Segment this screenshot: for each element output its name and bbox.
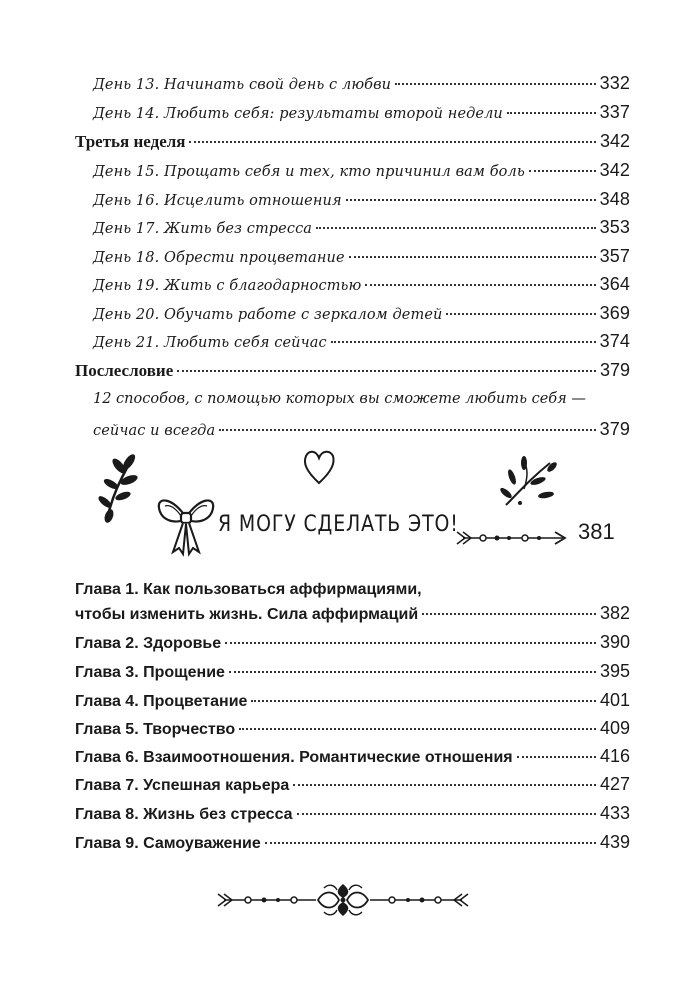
chapter-1-line1: Глава 1. Как пользоваться аффирмациями, [75,581,422,598]
toc-entry-chapter-9 [75,830,630,856]
leader-dots [349,255,596,258]
toc-entry-label: чтобы изменить жизнь. Сила аффирмаций [75,606,419,623]
heart-icon [302,447,336,487]
leader-dots [365,283,595,286]
bow-icon [155,490,217,560]
toc-entry-label: День 15. Прощать себя и тех, кто причинил вам боль [93,164,525,180]
leader-dots [517,755,596,758]
arrow-ornament-icon [455,528,570,548]
toc-entry-afterword [75,358,630,383]
toc-entry-chapter-4 [75,688,630,714]
toc-entry-chapter-3 [75,659,630,685]
leader-dots [297,812,596,815]
ways-entry [75,417,630,443]
leader-dots [529,169,596,172]
toc-entry-chapter-6 [75,744,630,770]
toc-entry-page: 353 [599,217,630,237]
toc-entry-label: Глава 2. Здоровье [75,635,222,652]
toc-entry-label: Послесловие [75,361,174,380]
toc-entry-label: Глава 7. Успешная карьера [75,777,290,794]
leader-dots [395,82,596,85]
toc-entry-page: 395 [599,661,630,681]
toc-entry-day-20 [75,301,630,327]
toc-entry-chapter-2 [75,630,630,656]
toc-entry-page: 379 [599,360,630,380]
leaf-sprig-right-icon [498,455,560,510]
toc-entry-page: 374 [599,331,630,351]
toc-entry-page: 364 [599,274,630,294]
toc-entry-day-15 [75,158,630,184]
toc-entry-page: 342 [599,160,630,180]
toc-entry-page: 427 [599,774,630,794]
leader-dots [507,111,596,114]
leader-dots [346,198,596,201]
toc-entry-day-13 [75,71,630,97]
toc-entry-page: 337 [599,102,630,122]
toc-entry-label: День 16. Исцелить отношения [93,193,342,209]
bottom-ornament-icon [218,880,468,920]
ways-entry-line1: 12 способов, с помощью которых вы сможете любить себя — [93,391,586,407]
toc-entry-label: День 18. Обрести процветание [93,250,345,266]
toc-entry-page: 342 [599,131,630,151]
toc-entry-label: День 17. Жить без стресса [93,221,313,237]
banner-page: 381 [578,519,615,544]
toc-entry-label: Глава 5. Творчество [75,721,236,738]
toc-entry-label: Глава 3. Прощение [75,664,225,681]
toc-entry-day-19 [75,272,630,298]
toc-entry-page: 332 [599,73,630,93]
leader-dots [239,727,596,730]
toc-entry-page: 409 [599,718,630,738]
banner-title: Я МОГУ СДЕЛАТЬ ЭТО! [218,512,459,537]
leader-dots [229,670,596,673]
leader-dots [251,699,596,702]
toc-entry-label: День 13. Начинать свой день с любви [93,77,392,93]
toc-entry-page: 369 [599,303,630,323]
toc-entry-label: Третья неделя [75,132,186,151]
toc-entry-page: 433 [599,803,630,823]
leader-dots [189,140,595,143]
toc-entry-label: Глава 8. Жизнь без стресса [75,806,293,823]
toc-entry-page: 379 [599,419,630,439]
toc-entry-day-17 [75,215,630,241]
leader-dots [177,369,596,372]
toc-entry-day-18 [75,244,630,270]
leader-dots [331,340,596,343]
toc-entry-label: Глава 4. Процветание [75,693,248,710]
toc-entry-chapter-8 [75,801,630,827]
toc-entry-page: 439 [599,832,630,852]
toc-entry-day-21 [75,329,630,355]
leader-dots [293,783,596,786]
toc-entry-week-3 [75,129,630,154]
toc-entry-page: 348 [599,189,630,209]
toc-entry-label: Глава 6. Взаимоотношения. Романтические отношения [75,749,513,766]
toc-entry-chapter-1 [75,601,630,627]
leaf-sprig-left-icon [93,450,143,525]
leader-dots [219,428,595,431]
toc-entry-chapter-7 [75,772,630,798]
toc-entry-day-16 [75,187,630,213]
toc-entry-page: 401 [599,690,630,710]
leader-dots [422,612,596,615]
leader-dots [316,226,596,229]
toc-entry-label: День 21. Любить себя сейчас [93,335,327,351]
toc-entry-page: 416 [599,746,630,766]
toc-entry-day-14 [75,100,630,126]
toc-entry-chapter-5 [75,716,630,742]
toc-entry-label: День 20. Обучать работе с зеркалом детей [93,307,443,323]
toc-entry-page: 357 [599,246,630,266]
leader-dots [265,841,596,844]
toc-entry-label: День 19. Жить с благодарностью [93,278,362,294]
toc-entry-label: Глава 9. Самоуважение [75,835,261,852]
toc-entry-page: 382 [599,603,630,623]
leader-dots [446,312,595,315]
toc-entry-page: 390 [599,632,630,652]
toc-entry-label: День 14. Любить себя: результаты второй недели [93,106,503,122]
toc-entry-label: сейчас и всегда [93,423,216,439]
leader-dots [225,641,596,644]
